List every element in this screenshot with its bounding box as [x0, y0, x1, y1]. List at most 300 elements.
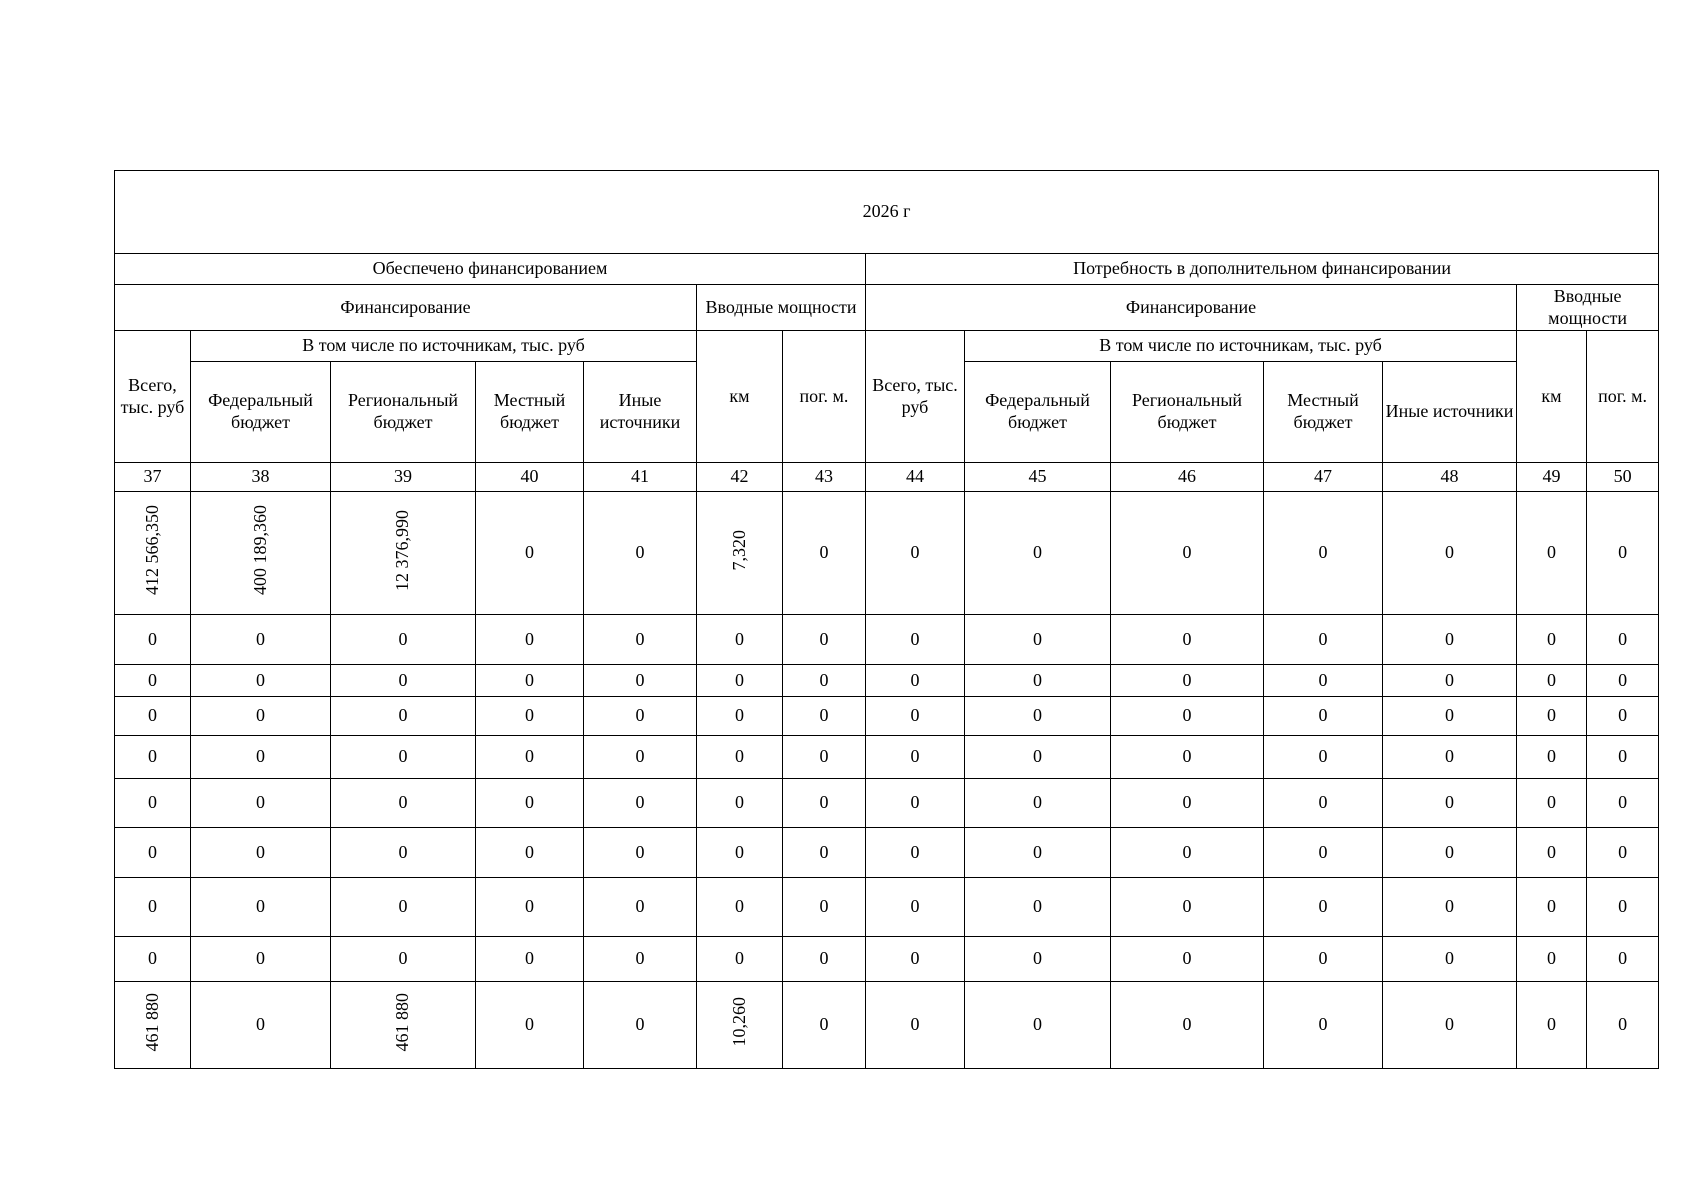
cell-value: 0 [1033, 896, 1042, 917]
cell-value: 0 [635, 896, 645, 917]
cell-value: 0 [819, 542, 829, 563]
column-number: 40 [476, 463, 584, 492]
cell-value: 0 [1182, 542, 1192, 563]
table-cell [1383, 828, 1517, 878]
table-cell [1383, 697, 1517, 736]
cell-value: 0 [1182, 948, 1192, 969]
column-number: 48 [1383, 463, 1517, 492]
table-cell [965, 779, 1111, 828]
cell-value: 0 [735, 841, 744, 862]
cell-value: 0 [1618, 542, 1628, 563]
table-cell [331, 615, 476, 665]
cell-value: 0 [398, 841, 408, 862]
cell-value: 0 [1318, 542, 1328, 563]
column-number: 44 [866, 463, 965, 492]
column-number: 50 [1587, 463, 1659, 492]
cell-value: 0 [910, 792, 920, 813]
cell-value: 0 [1033, 705, 1042, 726]
year-label: 2026 г [115, 171, 1659, 254]
table-cell [1111, 697, 1264, 736]
table-cell [191, 779, 331, 828]
table-cell [191, 736, 331, 779]
table-cell [584, 492, 697, 615]
table-cell [331, 828, 476, 878]
cell-value: 0 [256, 896, 265, 917]
cell-value: 0 [819, 948, 829, 969]
cell-value: 0 [735, 948, 744, 969]
cell-value: 0 [819, 628, 829, 649]
table-cell [866, 878, 965, 937]
table-cell [965, 828, 1111, 878]
cell-value: 0 [1182, 669, 1192, 690]
cell-value: 0 [819, 705, 829, 726]
cell-value: 0 [735, 628, 744, 649]
table-cell [1517, 982, 1587, 1069]
cell-value: 0 [910, 746, 920, 767]
cell-value: 0 [1445, 705, 1454, 726]
cell-value: 0 [1547, 542, 1556, 563]
table-cell [476, 492, 584, 615]
cell-value: 0 [1547, 1014, 1556, 1035]
table-cell [783, 492, 866, 615]
additional-km-header: км [1517, 331, 1587, 463]
table-cell [191, 878, 331, 937]
cell-value: 0 [1618, 896, 1628, 917]
cell-value: 461 880 [392, 992, 413, 1052]
table-cell [115, 878, 191, 937]
table-cell [1111, 828, 1264, 878]
table-cell [115, 665, 191, 697]
financing-table [114, 170, 1659, 1069]
column-number: 38 [191, 463, 331, 492]
cell-value: 0 [735, 669, 744, 690]
cell-value: 0 [819, 792, 829, 813]
table-cell [584, 982, 697, 1069]
cell-value: 0 [910, 705, 920, 726]
table-cell [697, 937, 783, 982]
cell-value: 0 [398, 896, 408, 917]
cell-value: 0 [910, 841, 920, 862]
cell-value: 0 [735, 746, 744, 767]
year-header-row [115, 171, 1659, 254]
table-cell [1383, 982, 1517, 1069]
table-cell [1111, 736, 1264, 779]
cell-value: 0 [1318, 1014, 1328, 1035]
column-number: 39 [331, 463, 476, 492]
cell-value: 0 [148, 669, 157, 690]
table-row [115, 779, 1659, 828]
additional-financing-header: Финансирование [866, 285, 1517, 331]
table-cell [1383, 665, 1517, 697]
cell-value: 0 [148, 705, 157, 726]
cell-value: 0 [819, 669, 829, 690]
cell-value: 0 [1618, 669, 1628, 690]
cell-value: 0 [1318, 792, 1328, 813]
table-cell [191, 828, 331, 878]
table-cell [866, 828, 965, 878]
cell-value: 0 [525, 628, 534, 649]
table-row [115, 665, 1659, 697]
table-cell [476, 878, 584, 937]
cell-value: 0 [256, 1014, 265, 1035]
cell-value: 0 [819, 841, 829, 862]
secured-total-header: Всего, тыс. руб [115, 331, 191, 463]
cell-value: 0 [635, 705, 645, 726]
table-cell [783, 697, 866, 736]
cell-value: 0 [910, 542, 920, 563]
cell-value: 0 [910, 628, 920, 649]
cell-value: 0 [1547, 628, 1556, 649]
cell-value: 0 [735, 792, 744, 813]
table-cell [115, 982, 191, 1069]
financing-header-row [115, 285, 1659, 331]
cell-value: 0 [735, 896, 744, 917]
cell-value: 0 [525, 746, 534, 767]
cell-value: 0 [256, 841, 265, 862]
table-cell [965, 492, 1111, 615]
table-cell [191, 697, 331, 736]
additional-sources-header: В том числе по источникам, тыс. руб [965, 331, 1517, 362]
cell-value: 0 [1547, 792, 1556, 813]
table-cell [783, 736, 866, 779]
table-cell [584, 828, 697, 878]
table-cell [697, 665, 783, 697]
table-cell [697, 878, 783, 937]
table-cell [1383, 878, 1517, 937]
table-cell [1383, 492, 1517, 615]
cell-value: 0 [256, 746, 265, 767]
column-number: 41 [584, 463, 697, 492]
table-cell [115, 492, 191, 615]
cell-value: 0 [148, 746, 157, 767]
table-cell [1111, 779, 1264, 828]
sources-header-row [115, 331, 1659, 362]
table-cell [331, 736, 476, 779]
cell-value: 0 [1547, 948, 1556, 969]
table-cell [476, 697, 584, 736]
table-cell [866, 736, 965, 779]
column-number: 37 [115, 463, 191, 492]
cell-value: 0 [148, 628, 157, 649]
cell-value: 0 [1445, 1014, 1454, 1035]
table-cell [1264, 697, 1383, 736]
table-cell [866, 779, 965, 828]
table-cell [191, 665, 331, 697]
cell-value: 0 [1618, 841, 1628, 862]
cell-value: 0 [525, 1014, 534, 1035]
cell-value: 0 [1445, 948, 1454, 969]
cell-value: 0 [1182, 705, 1192, 726]
table-cell [697, 828, 783, 878]
table-cell [866, 665, 965, 697]
table-cell [115, 736, 191, 779]
cell-value: 0 [1318, 896, 1328, 917]
cell-value: 0 [635, 628, 645, 649]
table-cell [1517, 828, 1587, 878]
table-cell [331, 697, 476, 736]
table-cell [697, 982, 783, 1069]
table-cell [331, 878, 476, 937]
cell-value: 0 [635, 542, 645, 563]
table-cell [1517, 697, 1587, 736]
cell-value: 0 [1618, 948, 1628, 969]
additional-regional-header: Региональный бюджет [1111, 362, 1264, 463]
table-cell [1587, 937, 1659, 982]
table-cell [1587, 736, 1659, 779]
table-cell [476, 665, 584, 697]
table-cell [1517, 665, 1587, 697]
table-cell [331, 937, 476, 982]
secured-regional-header: Региональный бюджет [331, 362, 476, 463]
cell-value: 400 189,360 [249, 505, 270, 596]
table-cell [476, 828, 584, 878]
table-cell [191, 937, 331, 982]
table-cell [191, 492, 331, 615]
table-cell [1517, 736, 1587, 779]
table-row [115, 615, 1659, 665]
table-cell [1264, 982, 1383, 1069]
cell-value: 0 [1618, 792, 1628, 813]
column-number: 46 [1111, 463, 1264, 492]
cell-value: 0 [256, 669, 265, 690]
table-cell [115, 828, 191, 878]
table-cell [1264, 828, 1383, 878]
table-cell [584, 665, 697, 697]
table-cell [1587, 492, 1659, 615]
cell-value: 0 [398, 746, 408, 767]
cell-value: 0 [735, 705, 744, 726]
cell-value: 0 [525, 896, 534, 917]
table-cell [476, 615, 584, 665]
cell-value: 0 [1445, 841, 1454, 862]
cell-value: 0 [525, 542, 534, 563]
section-header-row [115, 254, 1659, 285]
cell-value: 0 [398, 792, 408, 813]
table-cell [965, 697, 1111, 736]
cell-value: 0 [525, 841, 534, 862]
additional-local-header: Местный бюджет [1264, 362, 1383, 463]
table-cell [783, 828, 866, 878]
cell-value: 0 [148, 792, 157, 813]
table-row [115, 736, 1659, 779]
cell-value: 0 [1547, 746, 1556, 767]
additional-section-header: Потребность в дополнительном финансировании [866, 254, 1659, 285]
secured-sources-header: В том числе по источникам, тыс. руб [191, 331, 697, 362]
column-number-row [115, 463, 1659, 492]
cell-value: 0 [1033, 841, 1042, 862]
cell-value: 0 [635, 1014, 645, 1035]
secured-capacity-header: Вводные мощности [697, 285, 866, 331]
cell-value: 12 376,990 [392, 509, 413, 591]
cell-value: 0 [1445, 896, 1454, 917]
table-row [115, 878, 1659, 937]
table-cell [783, 615, 866, 665]
cell-value: 0 [1318, 628, 1328, 649]
table-cell [1587, 878, 1659, 937]
cell-value: 0 [398, 669, 408, 690]
cell-value: 0 [256, 628, 265, 649]
table-cell [1264, 779, 1383, 828]
table-cell [1111, 982, 1264, 1069]
column-number: 45 [965, 463, 1111, 492]
table-cell [783, 982, 866, 1069]
table-cell [965, 665, 1111, 697]
table-cell [1383, 937, 1517, 982]
table-cell [965, 736, 1111, 779]
cell-value: 0 [1033, 746, 1042, 767]
table-cell [191, 615, 331, 665]
table-cell [965, 615, 1111, 665]
cell-value: 412 566,350 [141, 505, 162, 596]
table-cell [866, 697, 965, 736]
table-cell [866, 937, 965, 982]
table-cell [1111, 615, 1264, 665]
cell-value: 0 [1318, 841, 1328, 862]
table-cell [584, 779, 697, 828]
cell-value: 0 [1182, 1014, 1192, 1035]
cell-value: 0 [1033, 628, 1042, 649]
table-cell [965, 878, 1111, 937]
additional-other-header: Иные источники [1383, 362, 1517, 463]
additional-total-header: Всего, тыс. руб [866, 331, 965, 463]
table-cell [1587, 982, 1659, 1069]
table-cell [584, 615, 697, 665]
secured-section-header: Обеспечено финансированием [115, 254, 866, 285]
table-cell [331, 982, 476, 1069]
cell-value: 0 [819, 746, 829, 767]
cell-value: 0 [525, 705, 534, 726]
cell-value: 0 [910, 896, 920, 917]
table-cell [1517, 937, 1587, 982]
cell-value: 0 [1318, 669, 1328, 690]
table-cell [783, 665, 866, 697]
table-cell [697, 492, 783, 615]
cell-value: 0 [256, 792, 265, 813]
secured-other-header: Иные источники [584, 362, 697, 463]
table-cell [115, 697, 191, 736]
table-cell [1587, 697, 1659, 736]
table-cell [697, 779, 783, 828]
cell-value: 0 [1618, 628, 1628, 649]
table-cell [1383, 736, 1517, 779]
table-cell [1264, 665, 1383, 697]
cell-value: 0 [1445, 792, 1454, 813]
cell-value: 0 [1618, 1014, 1628, 1035]
table-cell [866, 982, 965, 1069]
table-cell [1111, 665, 1264, 697]
table-cell [965, 982, 1111, 1069]
table-cell [476, 736, 584, 779]
cell-value: 0 [1033, 792, 1042, 813]
cell-value: 0 [1182, 792, 1192, 813]
cell-value: 0 [256, 705, 265, 726]
table-cell [1517, 779, 1587, 828]
cell-value: 0 [819, 1014, 829, 1035]
cell-value: 0 [525, 792, 534, 813]
table-cell [584, 697, 697, 736]
table-cell [331, 665, 476, 697]
cell-value: 0 [148, 896, 157, 917]
secured-km-header: км [697, 331, 783, 463]
table-cell [1264, 878, 1383, 937]
table-cell [1264, 492, 1383, 615]
table-row [115, 982, 1659, 1069]
cell-value: 0 [525, 669, 534, 690]
column-number: 43 [783, 463, 866, 492]
cell-value: 0 [635, 669, 645, 690]
table-cell [1383, 779, 1517, 828]
table-cell [866, 615, 965, 665]
table-cell [697, 615, 783, 665]
secured-local-header: Местный бюджет [476, 362, 584, 463]
cell-value: 0 [635, 948, 645, 969]
cell-value: 0 [635, 841, 645, 862]
table-cell [115, 615, 191, 665]
table-cell [1587, 665, 1659, 697]
cell-value: 0 [1318, 948, 1328, 969]
table-cell [1264, 615, 1383, 665]
cell-value: 0 [1182, 746, 1192, 767]
secured-financing-header: Финансирование [115, 285, 697, 331]
cell-value: 0 [1445, 542, 1454, 563]
table-cell [584, 937, 697, 982]
column-number: 42 [697, 463, 783, 492]
table-cell [476, 779, 584, 828]
table-row [115, 697, 1659, 736]
column-number: 49 [1517, 463, 1587, 492]
cell-value: 10,260 [728, 997, 749, 1047]
table-cell [1517, 492, 1587, 615]
table-cell [1111, 937, 1264, 982]
cell-value: 0 [148, 841, 157, 862]
table-cell [697, 697, 783, 736]
table-cell [697, 736, 783, 779]
cell-value: 0 [1547, 705, 1556, 726]
cell-value: 0 [1033, 1014, 1042, 1035]
table-cell [476, 982, 584, 1069]
table-cell [1587, 779, 1659, 828]
additional-federal-header: Федеральный бюджет [965, 362, 1111, 463]
table-cell [1517, 615, 1587, 665]
cell-value: 0 [1182, 841, 1192, 862]
table-cell [115, 937, 191, 982]
cell-value: 461 880 [141, 992, 162, 1052]
cell-value: 0 [525, 948, 534, 969]
table-cell [584, 878, 697, 937]
cell-value: 0 [398, 628, 408, 649]
table-row [115, 828, 1659, 878]
cell-value: 0 [1445, 669, 1454, 690]
table-cell [1587, 615, 1659, 665]
table-cell [115, 779, 191, 828]
cell-value: 0 [635, 746, 645, 767]
table-cell [331, 492, 476, 615]
additional-capacity-header: Вводные мощности [1517, 285, 1659, 331]
table-cell [1587, 828, 1659, 878]
table-cell [783, 878, 866, 937]
cell-value: 0 [256, 948, 265, 969]
additional-pog-header: пог. м. [1587, 331, 1659, 463]
cell-value: 0 [1033, 542, 1042, 563]
table-cell [965, 937, 1111, 982]
cell-value: 0 [1182, 628, 1192, 649]
table-cell [476, 937, 584, 982]
table-cell [1111, 492, 1264, 615]
cell-value: 0 [1445, 628, 1454, 649]
table-row [115, 492, 1659, 615]
table-cell [1111, 878, 1264, 937]
table-cell [1264, 736, 1383, 779]
